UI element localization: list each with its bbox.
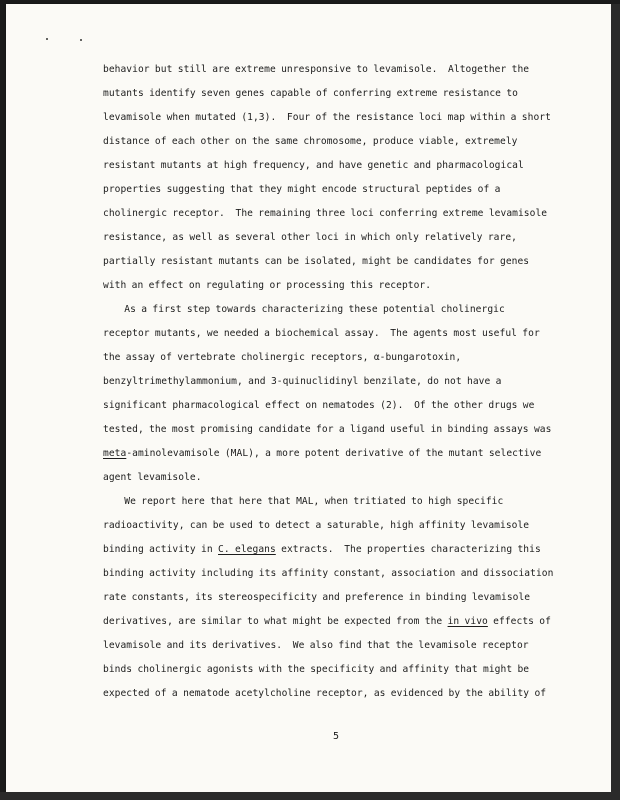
line-segment: effects of (487, 616, 551, 627)
text-line: rate constants, its stereospecificity and preference in binding levamisole (103, 592, 531, 603)
text-line: tested, the most promising candidate for a ligand useful in binding assays was (103, 424, 552, 435)
text-line: with an effect on regulating or processing this receptor. (103, 280, 432, 291)
text-line: levamisole when mutated (1,3). Four of the resistance loci map within a short (103, 112, 551, 123)
text-line: significant pharmacological effect on nematodes (2). Of the other drugs we (103, 400, 535, 411)
paper-speck (80, 39, 82, 41)
text-line: expected of a nematode acetylcholine receptor, as evidenced by the ability of (103, 688, 547, 699)
underlined-term: meta (103, 448, 127, 459)
text-line (103, 610, 573, 634)
text-line: agent levamisole. (103, 472, 202, 483)
text-line: cholinergic receptor. The remaining three loci conferring extreme levamisole (103, 208, 548, 219)
text-line: benzyltrimethylammonium, and 3-quinuclidinyl benzilate, do not have a (103, 376, 502, 387)
page-edge-right (611, 4, 620, 800)
text-line: We report here that here that MAL, when tritiated to high specific (103, 496, 504, 507)
underlined-term: C. elegans (218, 544, 276, 555)
text-line: binds cholinergic agonists with the specificity and affinity that might be (103, 664, 530, 675)
line-segment: binding activity in (103, 544, 219, 555)
text-line (103, 442, 573, 466)
text-line: the assay of vertebrate cholinergic receptors, α-bungarotoxin, (103, 352, 462, 363)
text-line: radioactivity, can be used to detect a saturable, high affinity levamisole (103, 520, 530, 531)
text-line: resistant mutants at high frequency, and have genetic and pharmacological (103, 160, 524, 171)
text-line: receptor mutants, we needed a biochemical assay. The agents most useful for (103, 328, 540, 339)
text-line: mutants identify seven genes capable of conferring extreme resistance to (103, 88, 518, 99)
line-segment: derivatives, are similar to what might be expected from the (103, 616, 448, 627)
text-line (103, 538, 573, 562)
paper-speck (46, 38, 48, 40)
text-line: resistance, as well as several other loci in which only relatively rare, (103, 232, 517, 243)
body-text (103, 58, 573, 706)
text-line: binding activity including its affinity constant, association and dissociation (103, 568, 554, 579)
underlined-term: in vivo (447, 616, 488, 627)
text-line: As a first step towards characterizing these potential cholinergic (103, 304, 505, 315)
line-segment: -aminolevamisole (MAL), a more potent derivative of the mutant selective (126, 448, 542, 459)
text-line: levamisole and its derivatives. We also find that the levamisole receptor (103, 640, 529, 651)
page-edge-bottom (0, 792, 620, 800)
text-line: properties suggesting that they might encode structural peptides of a (103, 184, 501, 195)
text-line: distance of each other on the same chromosome, produce viable, extremely (103, 136, 518, 147)
text-line: partially resistant mutants can be isolated, might be candidates for genes (103, 256, 530, 267)
text-line: behavior but still are extreme unresponsive to levamisole. Altogether the (103, 64, 530, 75)
page-number: 5 (333, 731, 340, 742)
line-segment: extracts. The properties characterizing this (275, 544, 541, 555)
